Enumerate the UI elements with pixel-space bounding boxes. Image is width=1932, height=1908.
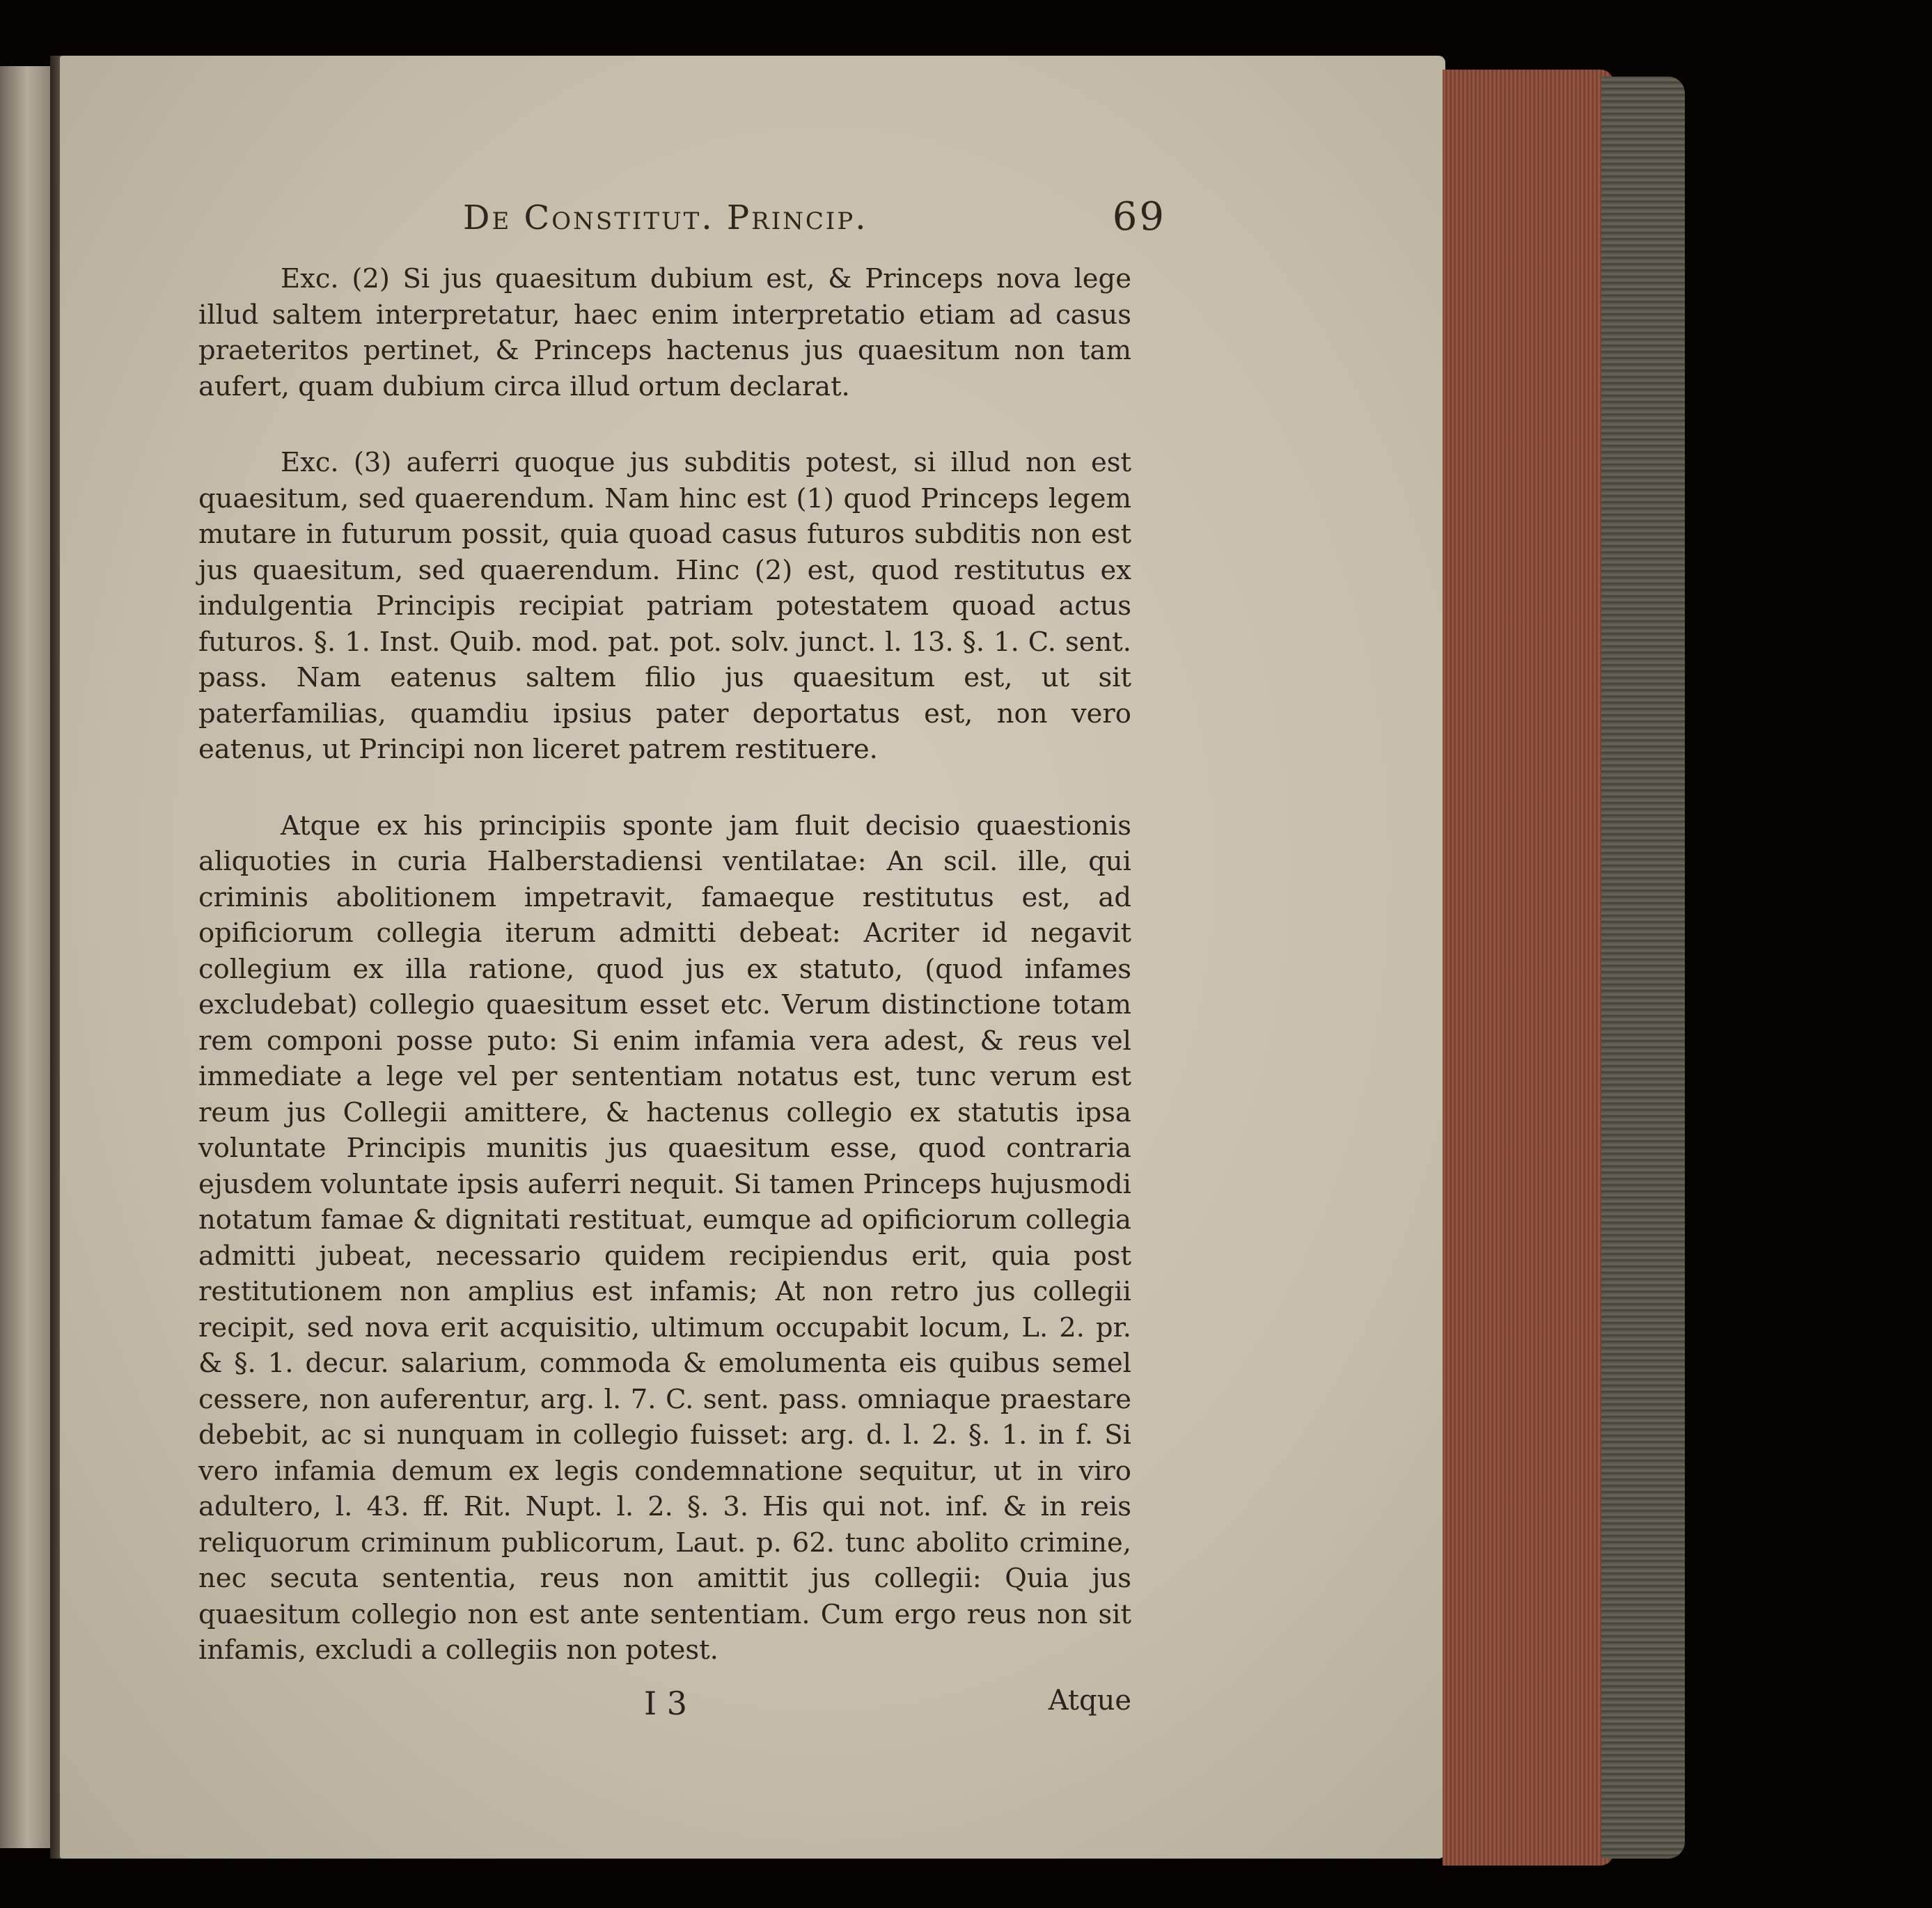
- paragraph-exc-3: Exc. (3) auferri quoque jus subditis potest, si illud non est quaesitum, sed quaerendum. Nam hinc est (1) quod Princeps legem mutare in futurum possit, quia quoad casus futuros subditis non est jus quaesitum, sed quaerendum. Hinc (2) est, quod restitutus ex indulgentia Principis recipiat patriam potestatem quoad actus futuros. §. 1. Inst. Quib. mod. pat. pot. solv. junct. l. 13. §. 1. C. sent. pass. Nam eatenus saltem filio jus quaesitum est, ut sit paterfamilias, quamdiu ipsius pater deportatus est, non vero eatenus, ut Principi non liceret patrem restituere.: [198, 447, 1131, 765]
- paragraph-atque: Atque ex his principiis sponte jam fluit decisio quaestionis aliquoties in curia Halberstadiensi ventilatae: An scil. ille, qui criminis abolitionem impetravit, famaeque restitutus est, ad opificiorum collegia iterum admitti debeat: Acriter id negavit collegium ex illa ratione, quod jus ex statuto, (quod infames excludebat) collegio quaesitum esset etc. Verum distinctione totam rem componi posse puto: Si enim infamia vera adest, & reus vel immediate a lege vel per sententiam notatus est, tunc verum est reum jus Collegii amittere, & hactenus collegio ex statutis ipsa voluntate Principis munitis jus quaesitum esse, quod contraria ejusdem voluntate ipsis auferri nequit. Si tamen Princeps hujusmodi notatum famae & dignitati restituat, eumque ad opificiorum collegia admitti jubeat, necessario quidem recipiendus erit, quia post restitutionem non amplius est infamis; At non retro jus collegii recipit, sed nova erit acquisitio, ultimum occupabit locum, L. 2. pr. & §. 1. decur. salarium, commoda & emolumenta eis quibus semel cessere, non auferentur, arg. l. 7. C. sent. pass. omniaque praestare debebit, ac si nunquam in collegio fuisset: arg. d. l. 2. §. 1. in f. Si vero infamia demum ex legis condemnatione sequitur, ut in viro adultero, l. 43. ff. Rit. Nupt. l. 2. §. 3. His qui not. inf. & in reis reliquorum criminum publicorum, Laut. p. 62. tunc abolito crimine, nec secuta sententia, reus non amittit jus collegii: Quia jus quaesitum collegio non est ante sententiam. Cum ergo reus non sit infamis, excludi a collegiis non potest.: [198, 810, 1131, 1666]
- book-cover-edge: [1601, 77, 1685, 1859]
- page-number: 69: [1112, 194, 1166, 239]
- left-page-edge: [0, 66, 50, 1848]
- running-header: [463, 194, 1166, 247]
- page-fore-edge: [1443, 70, 1613, 1866]
- page-footer: [198, 1685, 1131, 1726]
- paragraph-exc-2: Exc. (2) Si jus quaesitum dubium est, & Princeps nova lege illud saltem interpretatur, haec enim interpretatio etiam ad casus praeteritos pertinet, & Princeps hactenus jus quaesitum non tam aufert, quam dubium circa illud ortum declarat.: [198, 263, 1131, 402]
- running-title: De Constitut. Princip.: [463, 198, 868, 237]
- signature-mark: I 3: [644, 1685, 688, 1722]
- body-text: [198, 261, 1131, 1669]
- catchword: Atque: [1048, 1685, 1131, 1717]
